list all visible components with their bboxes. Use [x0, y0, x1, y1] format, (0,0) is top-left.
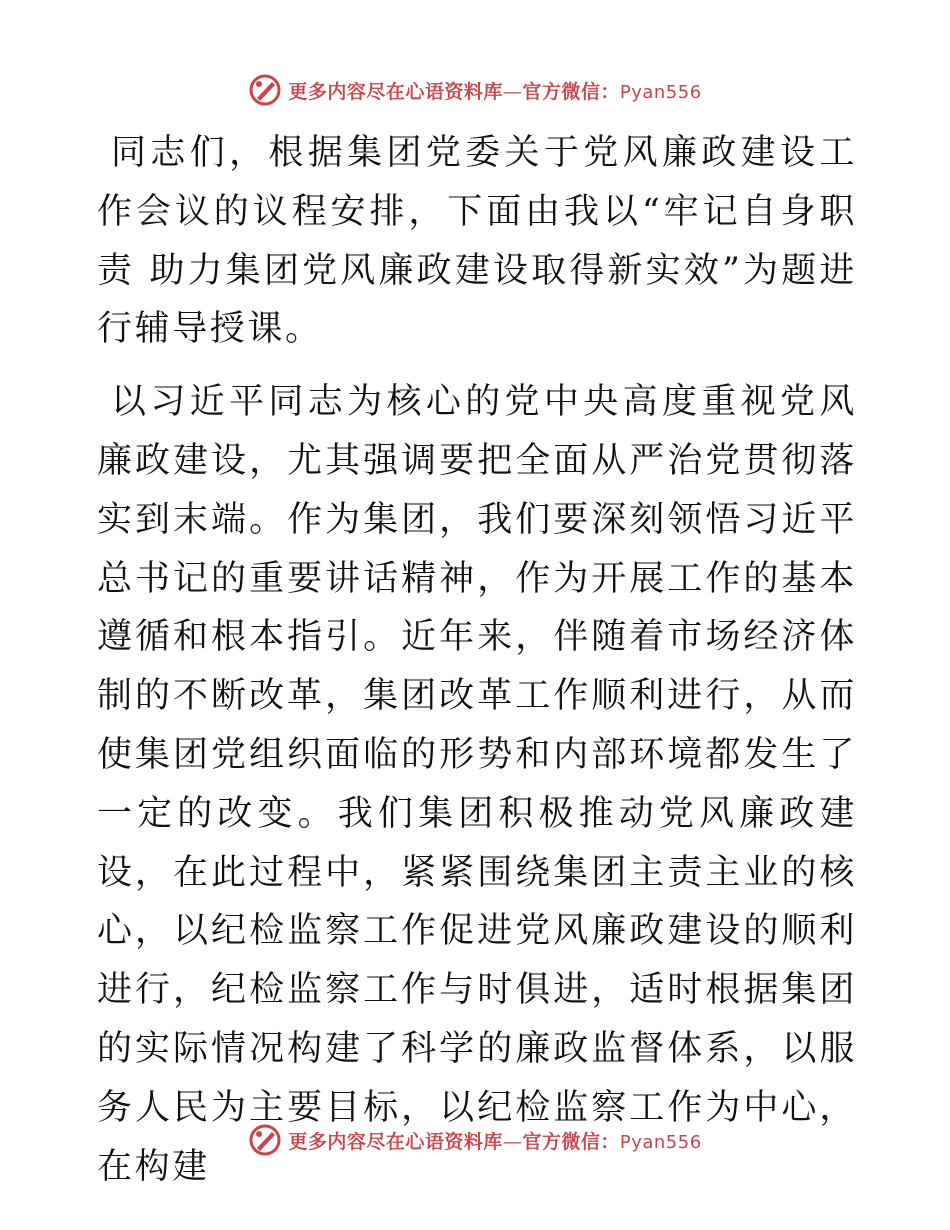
watermark-official-text: 官方微信： — [522, 80, 620, 103]
watermark-library-text: 更多内容尽在心语资料库 — [288, 80, 503, 103]
watermark-handle: Pyan556 — [619, 81, 702, 103]
body-paragraph-2: 以习近平同志为核心的党中央高度重视党风廉政建设，尤其强调要把全面从严治党贯彻落实到末端。作为集团，我们要深刻领悟习近平总书记的重要讲话精神，作为开展工作的基本遵循和根本指引。近年来，伴随着市场经济体制的不断改革，集团改革工作顺利进行，从而使集团党组织面临的形势和内部环境都发生了一定的改变。我们集团积极推动党风廉政建设，在此过程中，紧紧围绕集团主责主业的核心，以纪检监察工作促进党风廉政建设的顺利进行，纪检监察工作与时俱进，适时根据集团的实际情况构建了科学的廉政监督体系，以服务人民为主要目标，以纪检监察工作为中心，在构建 — [97, 382, 857, 1187]
document-body — [97, 124, 857, 1196]
watermark-separator: — — [502, 80, 523, 103]
pen-circle-logo-icon — [248, 1123, 282, 1157]
footer-watermark — [0, 1120, 950, 1160]
watermark-separator: — — [502, 1130, 523, 1153]
watermark-library-text: 更多内容尽在心语资料库 — [288, 1130, 503, 1153]
watermark-handle: Pyan556 — [619, 1131, 702, 1153]
watermark-text — [288, 77, 701, 104]
body-paragraph-1: 同志们，根据集团党委关于党风廉政建设工作会议的议程安排，下面由我以“牢记自身职责 助力集团党风廉政建设取得新实效”为题进行辅导授课。 — [97, 133, 857, 350]
header-watermark — [0, 70, 950, 110]
watermark-official-text: 官方微信： — [522, 1130, 620, 1153]
watermark-text — [288, 1127, 701, 1154]
pen-circle-logo-icon — [248, 73, 282, 107]
